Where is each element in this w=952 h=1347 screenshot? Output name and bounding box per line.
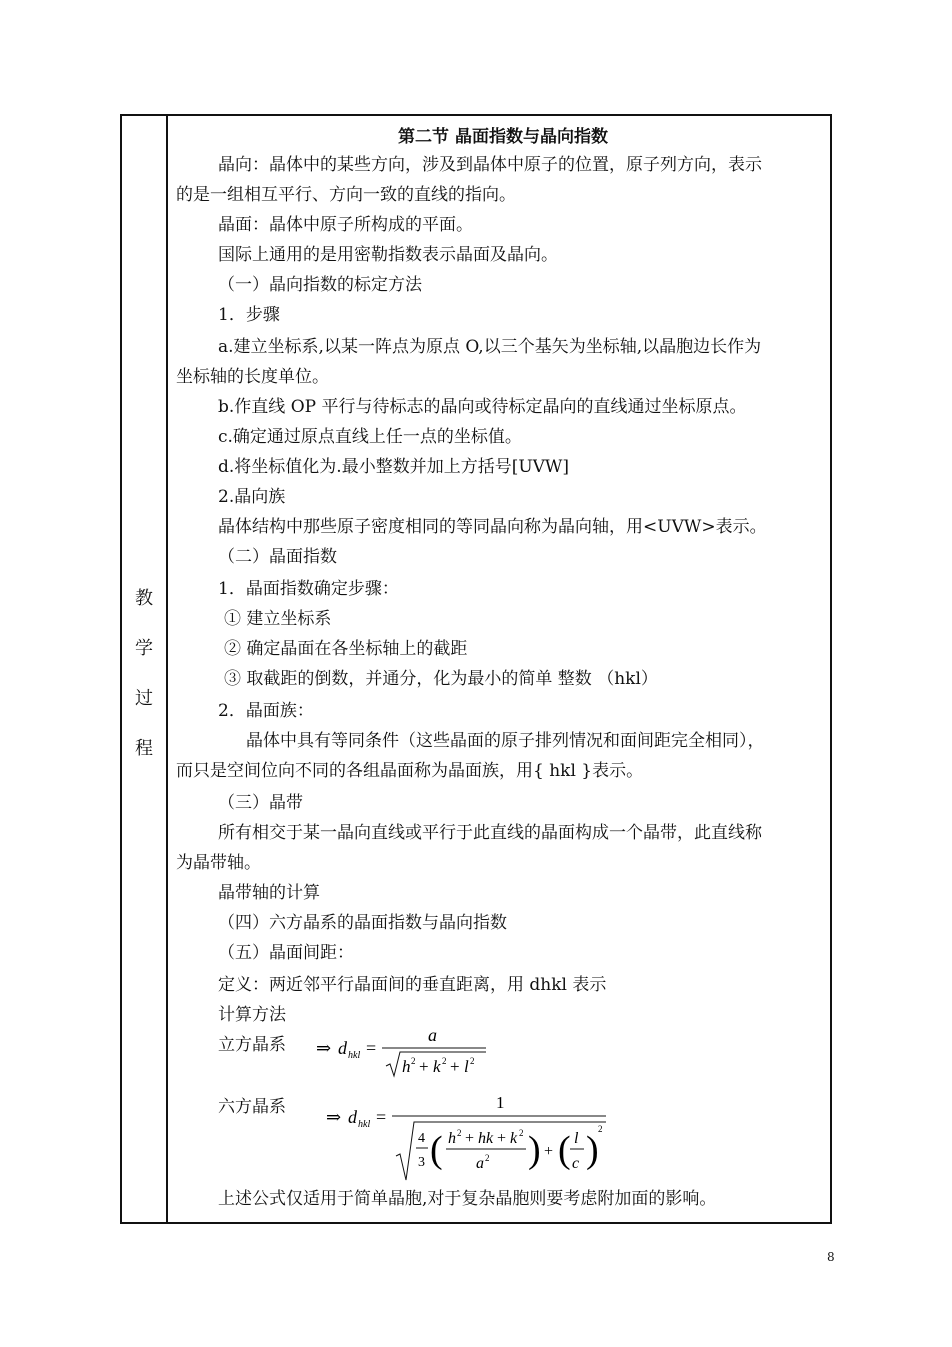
- svg-text:=: =: [376, 1107, 387, 1127]
- text-line: 晶面：晶体中原子所构成的平面。: [218, 215, 473, 235]
- text-line: 上述公式仅适用于简单晶胞,对于复杂晶胞则要考虑附加面的影响。: [218, 1189, 717, 1209]
- svg-text:hkl: hkl: [348, 1050, 361, 1061]
- text-line: （五）晶面间距：: [218, 943, 354, 963]
- svg-text:1: 1: [496, 1093, 505, 1112]
- svg-text:d: d: [348, 1107, 357, 1127]
- text-line: d.将坐标值化为.最小整数并加上方括号[UVW]: [218, 457, 570, 477]
- text-line: ② 确定晶面在各坐标轴上的截距: [224, 639, 468, 659]
- svg-text:h: h: [402, 1057, 411, 1076]
- page-number: 8: [827, 1250, 835, 1264]
- text-line: ③ 取截距的倒数，并通分，化为最小的简单 整数 （hkl）: [224, 669, 658, 689]
- svg-text:3: 3: [418, 1155, 425, 1170]
- text-line: 晶向：晶体中的某些方向，涉及到晶体中原子的位置，原子列方向，表示: [218, 155, 762, 175]
- text-line: a.建立坐标系,以某一阵点为原点 O,以三个基矢为坐标轴,以晶胞边长作为: [218, 337, 762, 357]
- svg-text:d: d: [338, 1038, 347, 1058]
- text-line: 定义：两近邻平行晶面间的垂直距离，用 dhkl 表示: [218, 975, 607, 995]
- svg-text:4: 4: [418, 1131, 425, 1146]
- text-line: 国际上通用的是用密勒指数表示晶面及晶向。: [218, 245, 558, 265]
- text-line: 六方晶系: [218, 1097, 286, 1117]
- text-line: c.确定通过原点直线上任一点的坐标值。: [218, 427, 522, 447]
- cubic-formula: [316, 1020, 516, 1080]
- svg-text:(: (: [430, 1129, 443, 1171]
- svg-text:): ): [586, 1129, 599, 1171]
- svg-text:⇒: ⇒: [316, 1038, 332, 1058]
- svg-text:2: 2: [470, 1056, 475, 1066]
- text-line: 而只是空间位向不同的各组晶面称为晶面族，用{ hkl }表示。: [176, 761, 644, 781]
- text-line: 晶带轴的计算: [218, 883, 320, 903]
- hexagonal-formula: [326, 1086, 616, 1186]
- svg-text:k: k: [510, 1130, 518, 1147]
- svg-text:+: +: [465, 1130, 475, 1147]
- lesson-table: [120, 114, 832, 1224]
- text-line: （三）晶带: [218, 793, 303, 813]
- text-line: 立方晶系: [218, 1035, 286, 1055]
- text-line: 1．步骤: [218, 305, 280, 325]
- text-line: 晶体结构中那些原子密度相同的等同晶向称为晶向轴，用<UVW>表示。: [218, 517, 767, 537]
- text-line: 坐标轴的长度单位。: [176, 367, 329, 387]
- svg-text:c: c: [572, 1155, 580, 1172]
- svg-text:=: =: [366, 1038, 377, 1058]
- text-line: 所有相交于某一晶向直线或平行于此直线的晶面构成一个晶带，此直线称: [218, 823, 762, 843]
- side-label-char: 程: [135, 738, 153, 759]
- svg-text:): ): [528, 1129, 541, 1171]
- text-line: （四）六方晶系的晶面指数与晶向指数: [218, 913, 507, 933]
- svg-text:+: +: [450, 1057, 460, 1076]
- svg-text:2: 2: [442, 1056, 447, 1066]
- svg-text:2: 2: [519, 1128, 524, 1138]
- svg-text:h: h: [448, 1130, 456, 1147]
- svg-text:l: l: [464, 1057, 469, 1076]
- text-line: 晶体中具有等同条件（这些晶面的原子排列情况和面间距完全相同），: [246, 731, 765, 751]
- section-title: 第二节 晶面指数与晶向指数: [398, 127, 608, 147]
- text-line: （二）晶面指数: [218, 547, 337, 567]
- text-line: 2．晶面族：: [218, 701, 314, 721]
- svg-text:⇒: ⇒: [326, 1107, 342, 1127]
- text-line: 为晶带轴。: [176, 853, 261, 873]
- svg-text:a: a: [428, 1025, 437, 1045]
- svg-text:k: k: [433, 1057, 441, 1076]
- text-line: 2.晶向族: [218, 487, 286, 507]
- svg-text:(: (: [558, 1129, 571, 1171]
- text-line: 的是一组相互平行、方向一致的直线的指向。: [176, 185, 516, 205]
- side-label-column: [122, 116, 168, 1222]
- svg-text:2: 2: [485, 1153, 490, 1163]
- text-line: 1．晶面指数确定步骤：: [218, 579, 399, 599]
- svg-text:2: 2: [457, 1128, 462, 1138]
- text-line: ① 建立坐标系: [224, 609, 332, 629]
- side-label-char: 过: [135, 688, 153, 709]
- side-label-char: 学: [135, 638, 153, 659]
- svg-text:2: 2: [598, 1124, 603, 1134]
- svg-text:+: +: [419, 1057, 429, 1076]
- svg-text:hkl: hkl: [358, 1119, 371, 1130]
- svg-text:+: +: [497, 1130, 507, 1147]
- svg-text:hk: hk: [478, 1130, 494, 1147]
- side-label-char: 教: [135, 588, 153, 609]
- svg-text:2: 2: [411, 1056, 416, 1066]
- text-line: 计算方法: [218, 1005, 286, 1025]
- text-line: b.作直线 OP 平行与待标志的晶向或待标定晶向的直线通过坐标原点。: [218, 397, 747, 417]
- svg-text:l: l: [574, 1130, 579, 1147]
- svg-text:a: a: [476, 1155, 484, 1172]
- svg-text:+: +: [544, 1143, 554, 1160]
- text-line: （一）晶向指数的标定方法: [218, 275, 422, 295]
